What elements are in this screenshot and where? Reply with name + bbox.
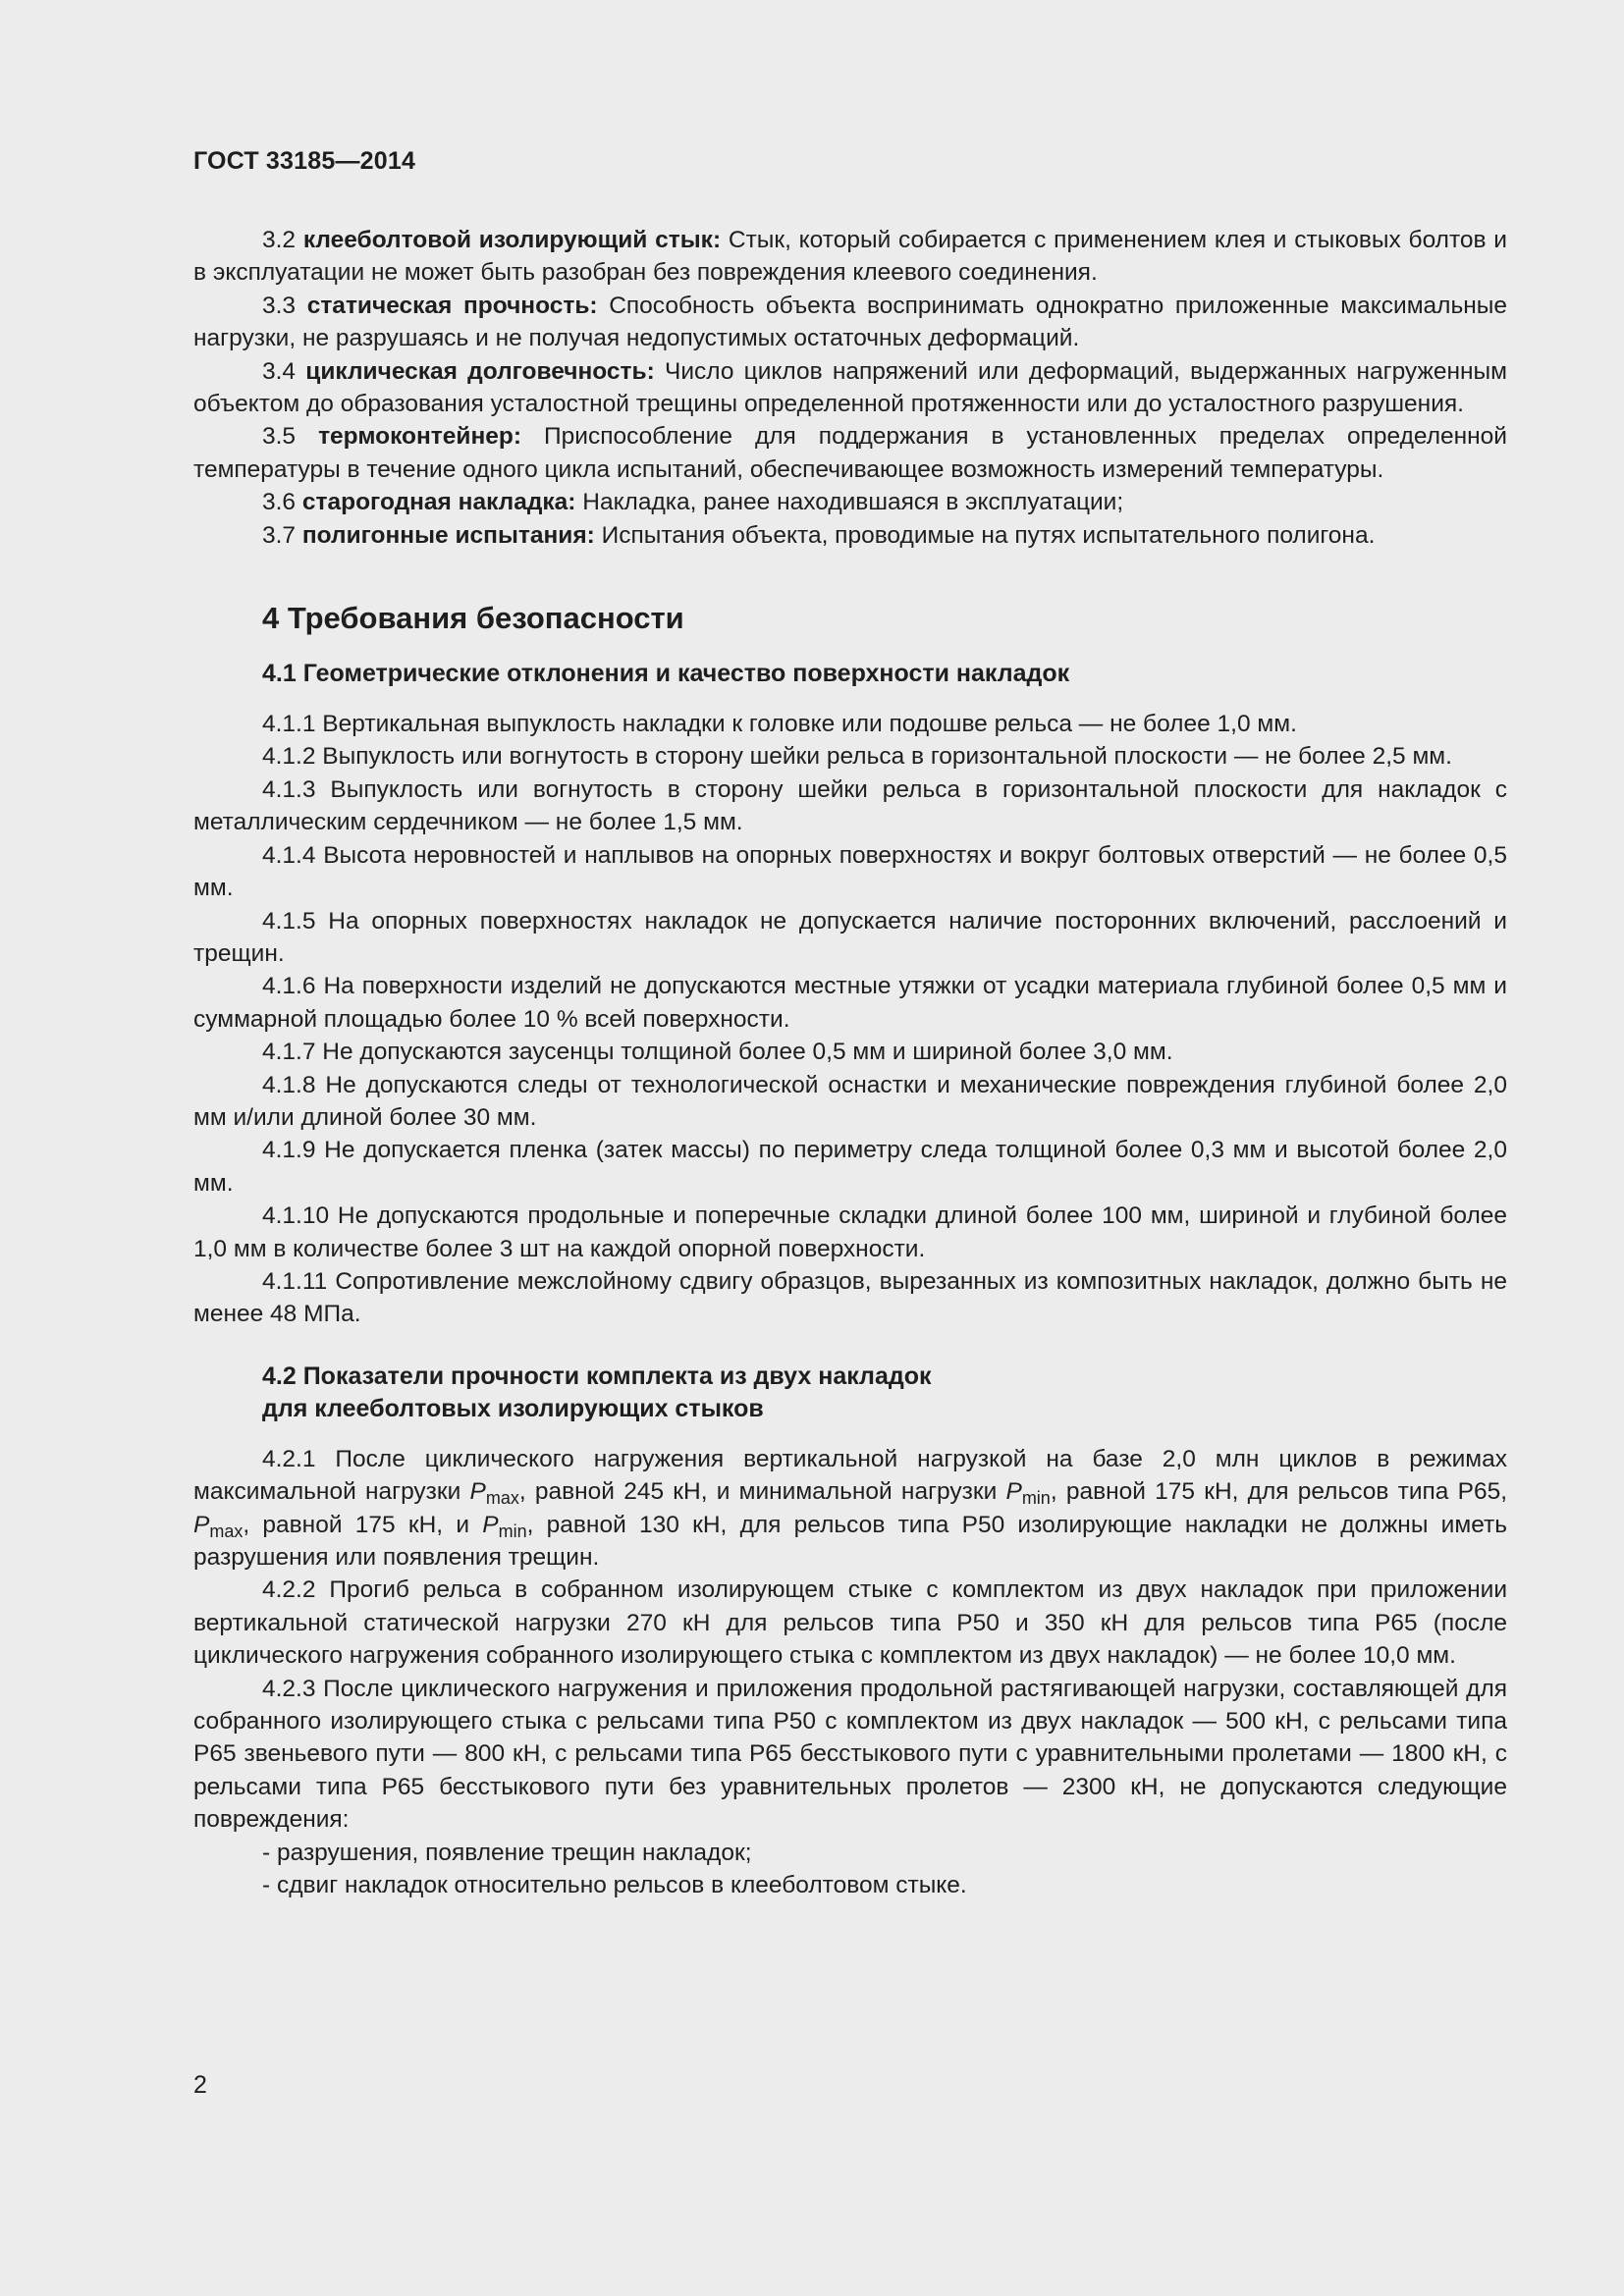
subscript-min: min xyxy=(1021,1488,1051,1509)
clause-text: , равной 175 кН, и xyxy=(243,1511,483,1538)
subsection-title-line: для клееболтовых изолирующих стыков xyxy=(262,1394,764,1422)
load-symbol: P xyxy=(469,1478,486,1506)
definition-3-4 xyxy=(193,355,1507,421)
clause-text: 4.2.1 После циклического нагружения вертикальной нагрузкой на базе 2,0 млн циклов в режимах максимальной нагрузки xyxy=(193,1445,1507,1506)
clause-4-1-4: 4.1.4 Высота неровностей и наплывов на опорных поверхностях и вокруг болтовых отверстий — не более 0,5 мм. xyxy=(193,841,1507,902)
definition-term: старогодная накладка: xyxy=(301,489,576,516)
clause-4-1-5: 4.1.5 На опорных поверхностях накладок не допускается наличие посторонних включений, расслоений и трещин. xyxy=(193,907,1507,967)
load-symbol: P xyxy=(193,1511,210,1538)
clause-4-1-6: 4.1.6 На поверхности изделий не допускаются местные утяжки от усадки материала глубиной более 0,5 мм и суммарной площадью более 10 % всей поверхности. xyxy=(193,973,1507,1033)
clause-4-1-3: 4.1.3 Выпуклость или вогнутость в сторону шейки рельса в горизонтальной плоскости для накладок с металлическим сердечником — не более 1,5 мм. xyxy=(193,775,1507,836)
load-symbol: P xyxy=(482,1511,499,1538)
definition-3-3 xyxy=(193,290,1507,355)
definition-term: статическая прочность: xyxy=(306,292,598,319)
clause-4-2-1 xyxy=(193,1443,1507,1575)
definition-3-6 xyxy=(193,486,1507,518)
definition-3-5 xyxy=(193,420,1507,486)
definition-term: полигонные испытания: xyxy=(301,521,595,549)
subsection-title-4-1: 4.1 Геометрические отклонения и качество поверхности накладок xyxy=(262,660,1070,688)
section-title: 4 Требования безопасности xyxy=(262,601,684,636)
subscript-max: max xyxy=(485,1488,519,1509)
clause-text: , равной 130 кН, для рельсов типа Р50 изолирующие накладки не должны иметь разрушения или появления трещин. xyxy=(193,1511,1507,1571)
clause-number: 3.3 xyxy=(262,292,297,319)
clause-4-1-9: 4.1.9 Не допускается пленка (затек массы) по периметру следа толщиной более 0,3 мм и высотой более 2,0 мм. xyxy=(193,1137,1507,1197)
definition-text: Испытания объекта, проводимые на путях испытательного полигона. xyxy=(594,521,1376,549)
load-symbol: P xyxy=(1005,1478,1022,1506)
subscript-min: min xyxy=(498,1521,527,1541)
definition-text: Накладка, ранее находившаяся в эксплуатации; xyxy=(575,489,1124,516)
document-body xyxy=(193,224,1507,1901)
clause-number: 3.7 xyxy=(262,521,297,549)
clause-number: 3.6 xyxy=(262,489,297,516)
damage-list-item: - сдвиг накладок относительно рельсов в клееболтовом стыке. xyxy=(262,1872,967,1899)
definition-3-2 xyxy=(193,224,1507,290)
page-number: 2 xyxy=(193,2071,207,2099)
clause-4-1-11: 4.1.11 Сопротивление межслойному сдвигу образцов, вырезанных из композитных накладок, должно быть не менее 48 МПа. xyxy=(193,1267,1507,1328)
definition-term: термоконтейнер: xyxy=(318,423,522,451)
clause-4-2-3: 4.2.3 После циклического нагружения и приложения продольной растягивающей нагрузки, составляющей для собранного изолирующего стыка с рельсами типа Р50 с комплектом из двух накладок — 500 кН, с рельсами типа Р65 звеньевого пути — 800 кН, с рельсами типа Р65 бесстыкового пути с уравнительными пролетами — 1800 кН, с рельсами типа Р65 бесстыкового пути без уравнительных пролетов — 2300 кН, не допускаются следующие повреждения: xyxy=(193,1675,1507,1834)
clause-text: , равной 175 кН, для рельсов типа Р65, xyxy=(1050,1478,1507,1506)
definition-text: Число циклов напряжений или деформаций, выдержанных нагруженным объектом до образования усталостной трещины определенной протяженности или до усталостного разрушения. xyxy=(193,357,1507,418)
clause-4-1-8: 4.1.8 Не допускаются следы от технологической оснастки и механические повреждения глубиной более 2,0 мм и/или длиной более 30 мм. xyxy=(193,1071,1507,1131)
definition-term: клееболтовой изолирующий стык: xyxy=(302,227,722,253)
clause-number: 3.4 xyxy=(262,357,297,385)
definition-text: Стык, который собирается с применением клея и стыковых болтов и в эксплуатации не может быть разобран без повреждения клеевого соединения. xyxy=(193,227,1507,287)
definition-term: циклическая долговечность: xyxy=(305,357,655,385)
clause-number: 3.2 xyxy=(262,227,297,253)
clause-number: 3.5 xyxy=(262,423,297,451)
clause-4-1-10: 4.1.10 Не допускаются продольные и поперечные складки длиной более 100 мм, шириной и глубиной более 1,0 мм в количестве более 3 шт на каждой опорной поверхности. xyxy=(193,1202,1507,1262)
subsection-title-4-2 xyxy=(262,1361,1507,1425)
document-code-header: ГОСТ 33185—2014 xyxy=(193,147,416,175)
subsection-title-line: 4.2 Показатели прочности комплекта из двух накладок xyxy=(262,1362,932,1390)
clause-4-1-7: 4.1.7 Не допускаются заусенцы толщиной более 0,5 мм и шириной более 3,0 мм. xyxy=(262,1039,1173,1066)
subscript-max: max xyxy=(209,1521,244,1541)
clause-4-1-2: 4.1.2 Выпуклость или вогнутость в сторону шейки рельса в горизонтальной плоскости — не более 2,5 мм. xyxy=(262,743,1452,771)
clause-4-2-2: 4.2.2 Прогиб рельса в собранном изолирующем стыке с комплектом из двух накладок при приложении вертикальной статической нагрузки 270 кН для рельсов типа Р50 и 350 кН для рельсов типа Р65 (после циклического нагружения собранного изолирующего стыка с комплектом из двух накладок) — не более 10,0 мм. xyxy=(193,1576,1507,1670)
definition-text: Приспособление для поддержания в установленных пределах определенной температуры в течение одного цикла испытаний, обеспечивающее возможность измерений температуры. xyxy=(193,423,1507,483)
definition-text: Способность объекта воспринимать однократно приложенные максимальные нагрузки, не разрушаясь и не получая недопустимых остаточных деформаций. xyxy=(193,292,1507,352)
clause-4-1-1: 4.1.1 Вертикальная выпуклость накладки к головке или подошве рельса — не более 1,0 мм. xyxy=(262,711,1297,738)
clause-text: , равной 245 кН, и минимальной нагрузки xyxy=(518,1478,1006,1506)
definition-3-7 xyxy=(193,519,1507,552)
damage-list-item: - разрушения, появление трещин накладок; xyxy=(262,1839,752,1866)
